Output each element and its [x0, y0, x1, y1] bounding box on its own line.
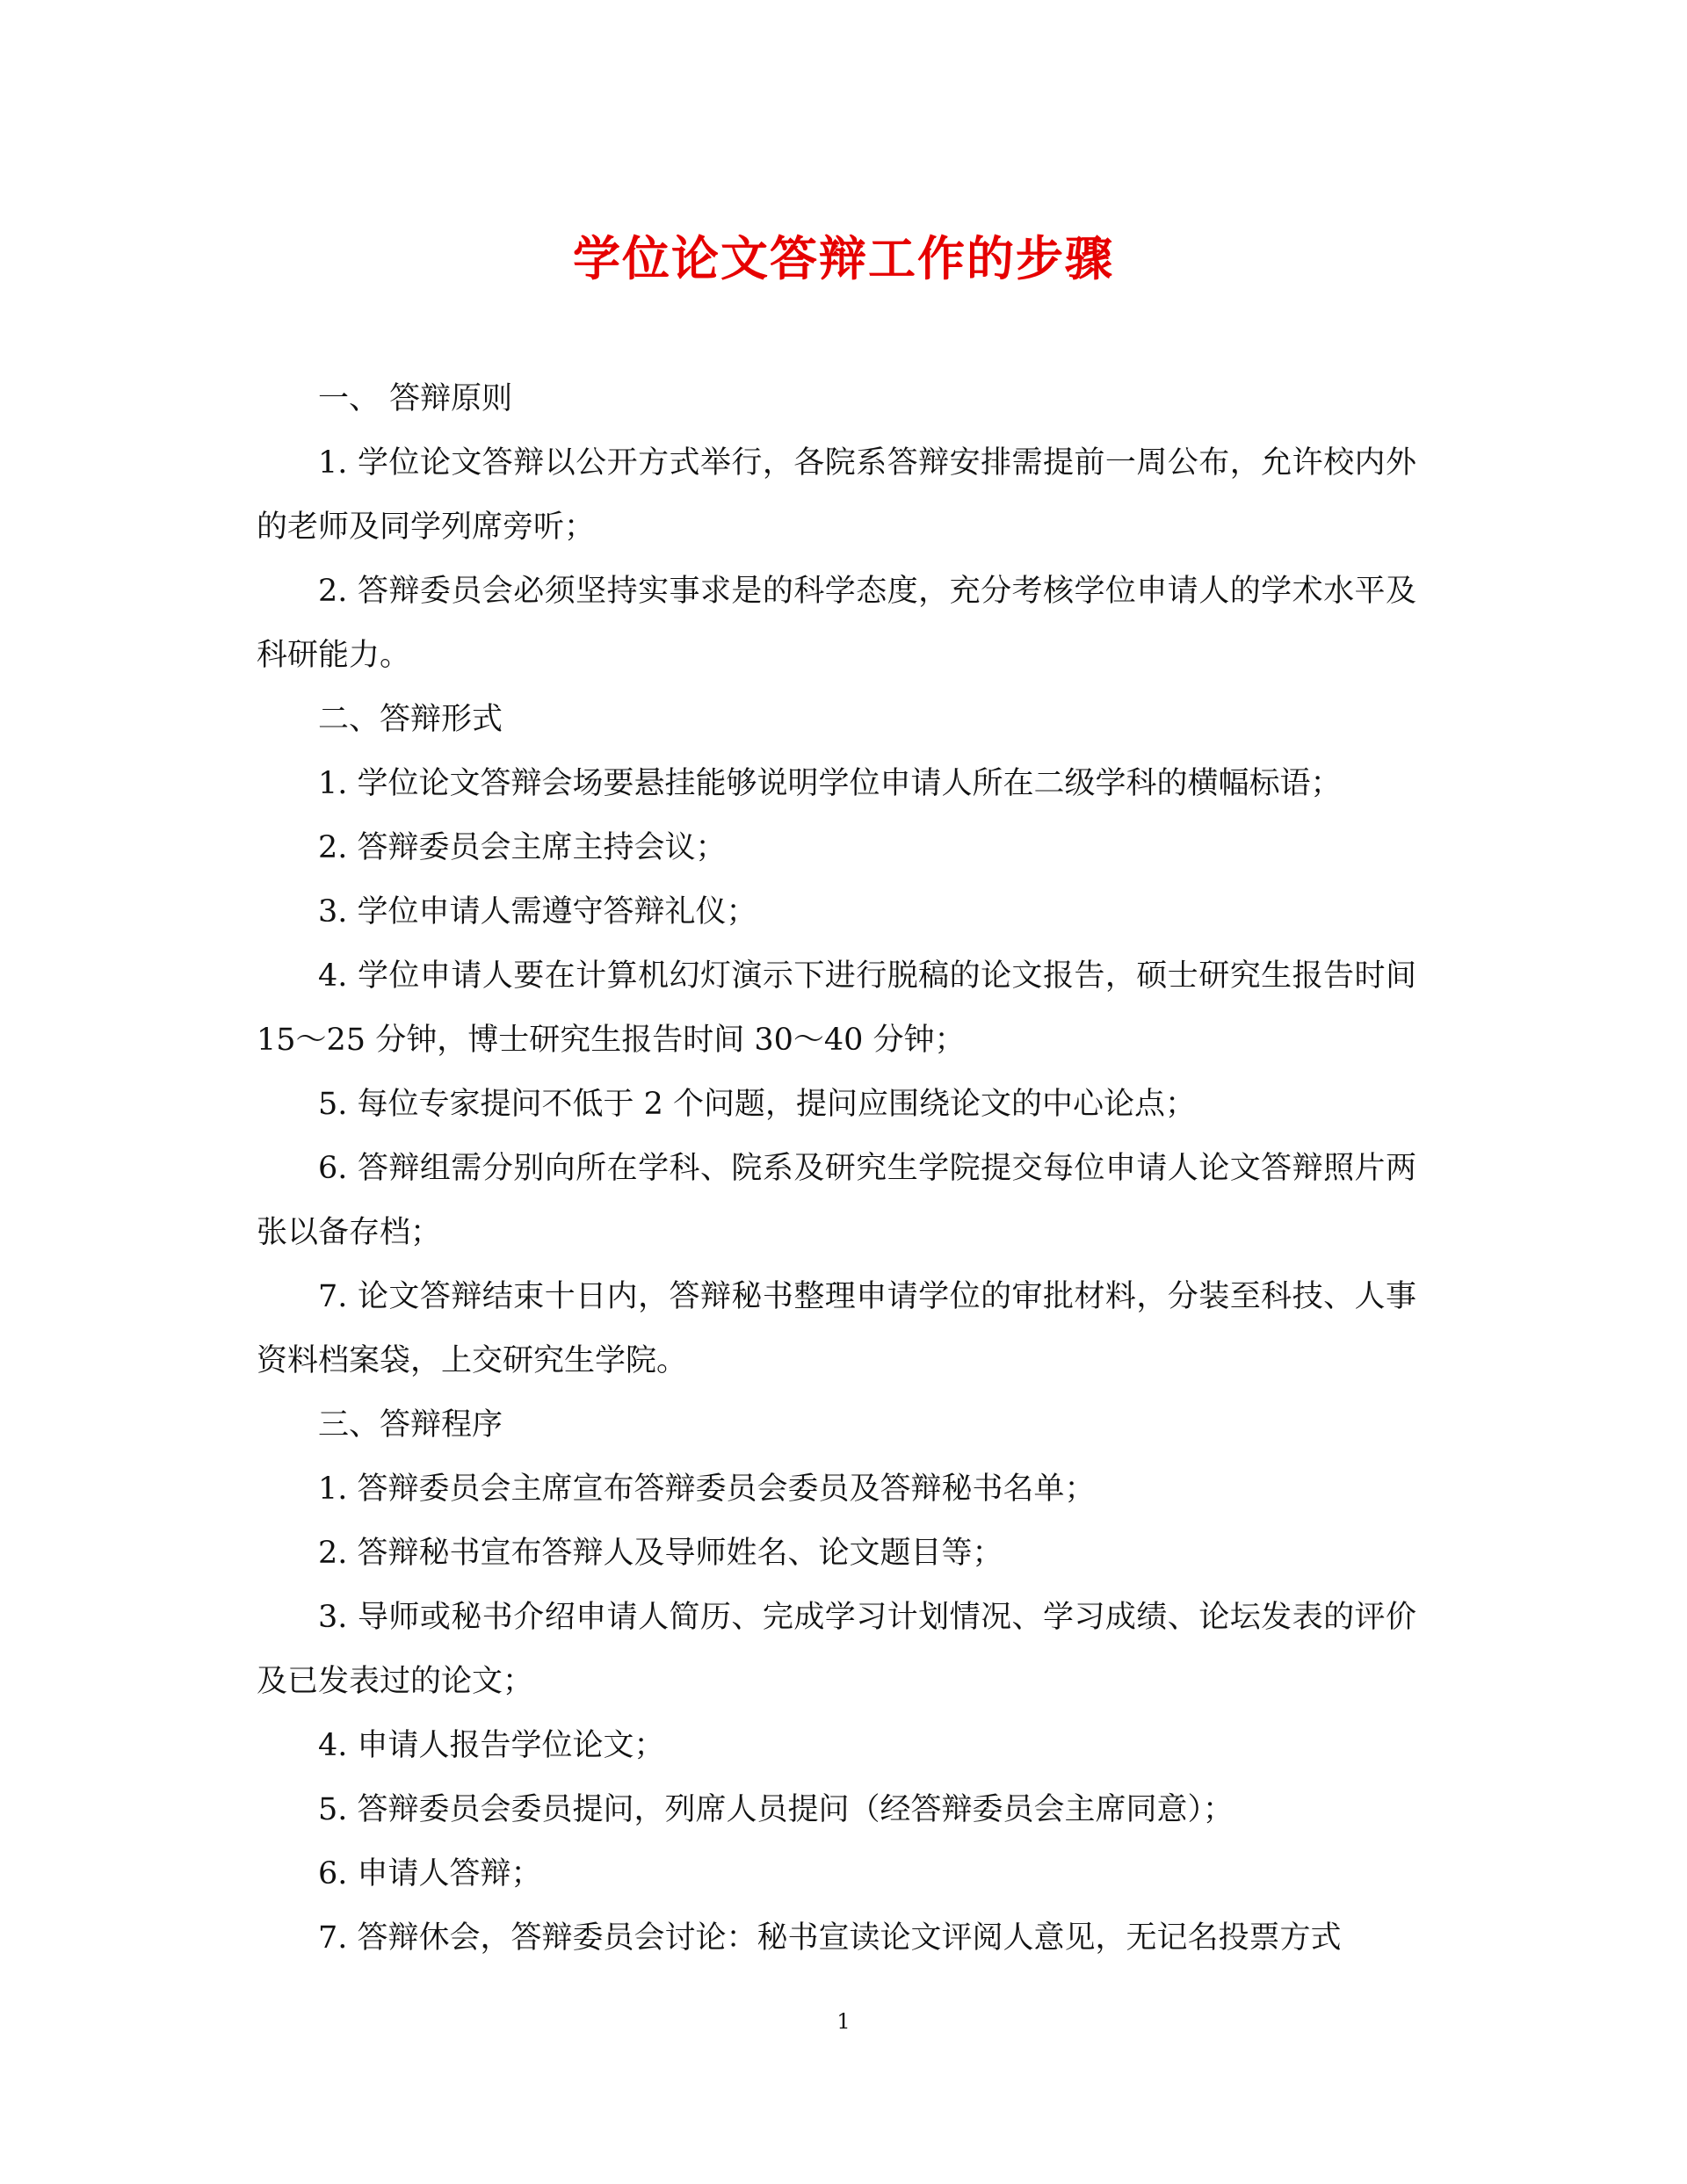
- format-item-1: 1. 学位论文答辩会场要悬挂能够说明学位申请人所在二级学科的横幅标语；: [318, 766, 1342, 801]
- format-item-7: 7. 论文答辩结束十日内，答辩秘书整理申请学位的审批材料，分装至科技、人事资料档案袋，上交研究生学院。: [257, 1279, 1416, 1378]
- procedure-item-1: 1. 答辩委员会主席宣布答辩委员会委员及答辩秘书名单；: [318, 1472, 1096, 1507]
- document-body: [257, 367, 1416, 1971]
- procedure-item-4: 4. 申请人报告学位论文；: [318, 1728, 665, 1763]
- procedure-item-2: 2. 答辩秘书宣布答辩人及导师姓名、论文题目等；: [318, 1536, 1003, 1571]
- procedure-item-6: 6. 申请人答辩；: [318, 1856, 542, 1891]
- format-item-2: 2. 答辩委员会主席主持会议；: [318, 830, 727, 865]
- procedure-item-7: 7. 答辩休会，答辩委员会讨论：秘书宣读论文评阅人意见，无记名投票方式: [318, 1920, 1342, 1956]
- format-item-4: 4. 学位申请人要在计算机幻灯演示下进行脱稿的论文报告，硕士研究生报告时间 15～25 分钟，博士研究生报告时间 30～40 分钟；: [257, 958, 1416, 1058]
- procedure-item-5: 5. 答辩委员会委员提问，列席人员提问（经答辩委员会主席同意）；: [318, 1792, 1234, 1827]
- section-heading-procedure: 三、答辩程序: [318, 1407, 503, 1443]
- procedure-item-3: 3. 导师或秘书介绍申请人简历、完成学习计划情况、学习成绩、论坛发表的评价及已发表过的论文；: [257, 1600, 1416, 1699]
- document-title: 学位论文答辩工作的步骤: [573, 230, 1114, 286]
- format-item-6: 6. 答辩组需分别向所在学科、院系及研究生学院提交每位申请人论文答辩照片两张以备存档；: [257, 1151, 1416, 1250]
- principle-item-1: 1. 学位论文答辩以公开方式举行，各院系答辩安排需提前一周公布，允许校内外的老师及同学列席旁听；: [257, 445, 1416, 545]
- section-heading-format: 二、答辩形式: [318, 702, 503, 737]
- principle-item-2: 2. 答辩委员会必须坚持实事求是的科学态度，充分考核学位申请人的学术水平及科研能力。: [257, 574, 1416, 673]
- format-item-3: 3. 学位申请人需遵守答辩礼仪；: [318, 894, 757, 929]
- format-item-5: 5. 每位专家提问不低于 2 个问题，提问应围绕论文的中心论点；: [318, 1087, 1197, 1122]
- section-heading-principles: 一、 答辩原则: [318, 381, 513, 416]
- page-number: 1: [836, 2009, 851, 2034]
